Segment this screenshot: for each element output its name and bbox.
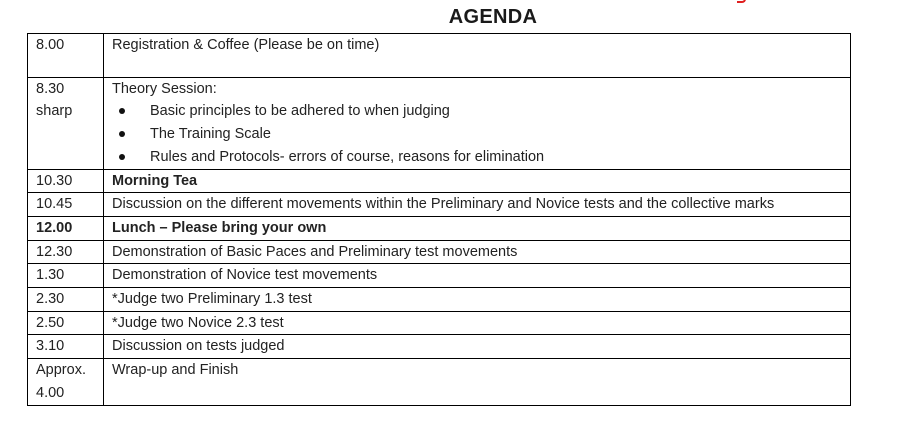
activity-cell [104, 193, 851, 217]
agenda-table [27, 33, 851, 406]
list-item: The Training Scale [112, 123, 842, 146]
activity-cell [104, 264, 851, 288]
activity-text: Theory Session: [112, 80, 217, 97]
activity-cell [104, 240, 851, 264]
activity-cell [104, 359, 851, 405]
time-cell: 2.50 [28, 311, 104, 335]
table-row [28, 169, 851, 193]
activity-text: *Judge two Novice 2.3 test [112, 314, 284, 331]
activity-cell [104, 335, 851, 359]
table-row [28, 193, 851, 217]
activity-cell [104, 77, 851, 169]
activity-cell [104, 34, 851, 78]
activity-text: Demonstration of Basic Paces and Preliminary test movements [112, 243, 518, 260]
time-cell: Approx. 4.00 [28, 359, 104, 405]
time-cell: 8.30 sharp [28, 77, 104, 169]
table-row [28, 359, 851, 405]
table-row [28, 216, 851, 240]
time-cell: 1.30 [28, 264, 104, 288]
list-item: Rules and Protocols- errors of course, reasons for elimination [112, 146, 842, 169]
activity-cell [104, 169, 851, 193]
activity-text: Lunch – Please bring your own [112, 219, 327, 236]
time-cell: 10.30 [28, 169, 104, 193]
bullet-list [112, 100, 842, 168]
table-row [28, 264, 851, 288]
table-row [28, 311, 851, 335]
table-row [28, 240, 851, 264]
table-row [28, 288, 851, 312]
activity-text: Discussion on tests judged [112, 338, 285, 355]
time-cell: 12.30 [28, 240, 104, 264]
table-row [28, 77, 851, 169]
activity-text: Morning Tea [112, 172, 198, 189]
page-title: AGENDA [448, 6, 538, 28]
table-row [28, 335, 851, 359]
activity-text: Registration & Coffee (Please be on time) [112, 37, 380, 53]
time-cell: 8.00 [28, 34, 104, 78]
table-row [28, 34, 851, 78]
time-cell: 2.30 [28, 288, 104, 312]
activity-text: Discussion on the different movements within the Preliminary and Novice tests and the collective marks [112, 196, 775, 213]
activity-cell [104, 288, 851, 312]
activity-text: Demonstration of Novice test movements [112, 267, 378, 284]
time-cell: 3.10 [28, 335, 104, 359]
activity-cell [104, 216, 851, 240]
time-cell: 10.45 [28, 193, 104, 217]
list-item: Basic principles to be adhered to when judging [112, 100, 842, 123]
blank-space [112, 57, 842, 77]
activity-cell [104, 311, 851, 335]
time-cell: 12.00 [28, 216, 104, 240]
activity-text: Wrap-up and Finish [112, 362, 239, 379]
activity-text: *Judge two Preliminary 1.3 test [112, 291, 312, 308]
red-text-fragment [737, 0, 746, 3]
